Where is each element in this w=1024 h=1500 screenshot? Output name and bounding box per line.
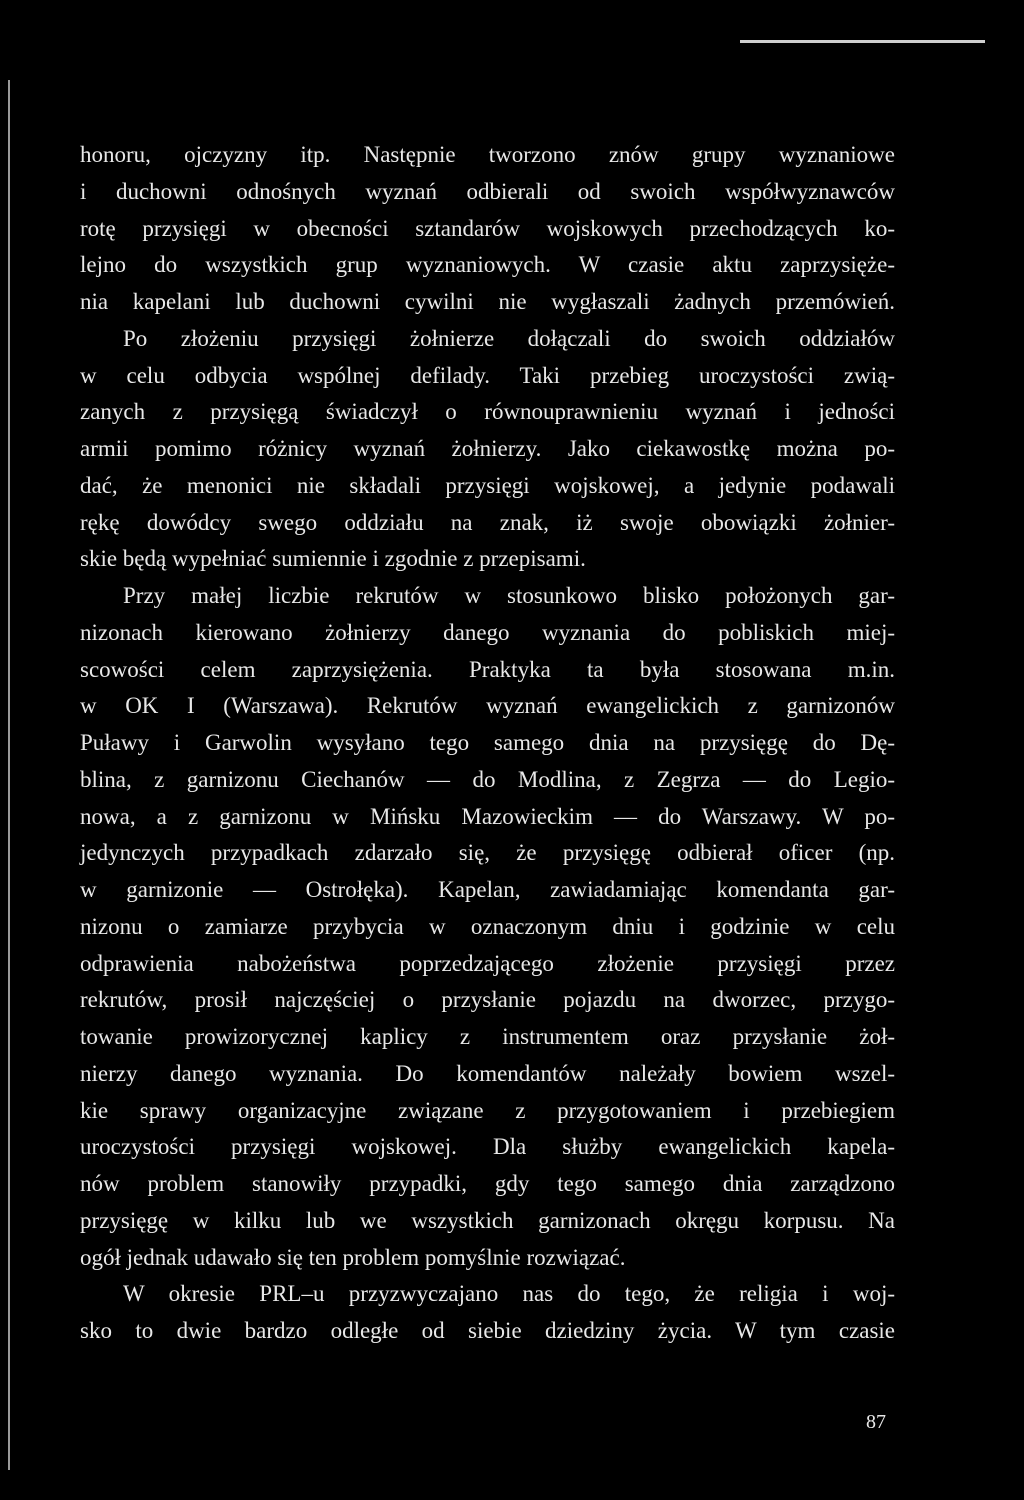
text-line: honoru, ojczyzny itp. Następnie tworzono znów grupy wyznaniowe: [80, 142, 895, 167]
text-line: odprawienia nabożeństwa poprzedzającego złożenie przysięgi przez: [80, 950, 895, 976]
text-line: W okresie PRL–u przyzwyczajano nas do tego, że religia i woj-: [123, 1281, 895, 1307]
text-line: blina, z garnizonu Ciechanów — do Modlina, z Zegrza — do Legio-: [80, 766, 895, 792]
text-line: Puławy i Garwolin wysyłano tego samego dnia na przysięgę do Dę-: [80, 730, 895, 755]
text-line: lejno do wszystkich grup wyznaniowych. W czasie aktu zaprzysięże-: [80, 252, 895, 278]
text-line: scowości celem zaprzysiężenia. Praktyka ta była stosowana m.in.: [80, 656, 895, 682]
text-line: sko to dwie bardzo odległe od siebie dziedziny życia. W tym czasie: [80, 1318, 895, 1343]
text-line: w garnizonie — Ostrołęka). Kapelan, zawiadamiając komendanta gar-: [80, 877, 895, 902]
text-line: nów problem stanowiły przypadki, gdy tego samego dnia zarządzono: [80, 1171, 895, 1196]
text-line: Przy małej liczbie rekrutów w stosunkowo blisko położonych gar-: [123, 583, 895, 608]
text-line: nowa, a z garnizonu w Mińsku Mazowieckim — do Warszawy. W po-: [80, 803, 895, 829]
text-line: armii pomimo różnicy wyznań żołnierzy. Jako ciekawostkę można po-: [80, 436, 895, 461]
text-line: w celu odbycia wspólnej defilady. Taki przebieg uroczystości zwią-: [80, 362, 895, 388]
page-number: 87: [866, 1411, 886, 1433]
body-text: [80, 137, 895, 1350]
text-line: skie będą wypełniać sumiennie i zgodnie z przepisami.: [80, 546, 586, 572]
text-line: Po złożeniu przysięgi żołnierze dołączali do swoich oddziałów: [123, 325, 895, 351]
text-line: rotę przysięgi w obecności sztandarów wojskowych przechodzących ko-: [80, 215, 895, 241]
text-line: i duchowni odnośnych wyznań odbierali od swoich współwyznawców: [80, 178, 895, 204]
text-line: nierzy danego wyznania. Do komendantów należały bowiem wszel-: [80, 1060, 895, 1086]
left-edge-rule: [8, 80, 10, 1470]
text-line: rękę dowódcy swego oddziału na znak, iż swoje obowiązki żołnier-: [80, 509, 895, 535]
top-rule: [740, 40, 985, 43]
text-line: uroczystości przysięgi wojskowej. Dla służby ewangelickich kapela-: [80, 1134, 895, 1160]
text-line: zanych z przysięgą świadczył o równouprawnieniu wyznań i jedności: [80, 399, 895, 425]
text-line: nia kapelani lub duchowni cywilni nie wygłaszali żadnych przemówień.: [80, 289, 895, 314]
text-line: rekrutów, prosił najczęściej o przysłanie pojazdu na dworzec, przygo-: [80, 987, 895, 1013]
text-line: dać, że menonici nie składali przysięgi wojskowej, a jedynie podawali: [80, 472, 895, 498]
text-line: jedynczych przypadkach zdarzało się, że przysięgę odbierał oficer (np.: [80, 840, 895, 866]
text-line: towanie prowizorycznej kaplicy z instrumentem oraz przysłanie żoł-: [80, 1024, 895, 1049]
text-line: nizonach kierowano żołnierzy danego wyznania do pobliskich miej-: [80, 619, 895, 645]
text-line: w OK I (Warszawa). Rekrutów wyznań ewangelickich z garnizonów: [80, 693, 895, 719]
text-line: przysięgę w kilku lub we wszystkich garnizonach okręgu korpusu. Na: [80, 1207, 895, 1233]
text-line: nizonu o zamiarze przybycia w oznaczonym dniu i godzinie w celu: [80, 913, 895, 939]
text-line: kie sprawy organizacyjne związane z przygotowaniem i przebiegiem: [80, 1097, 895, 1123]
text-line: ogół jednak udawało się ten problem pomyślnie rozwiązać.: [80, 1244, 626, 1270]
